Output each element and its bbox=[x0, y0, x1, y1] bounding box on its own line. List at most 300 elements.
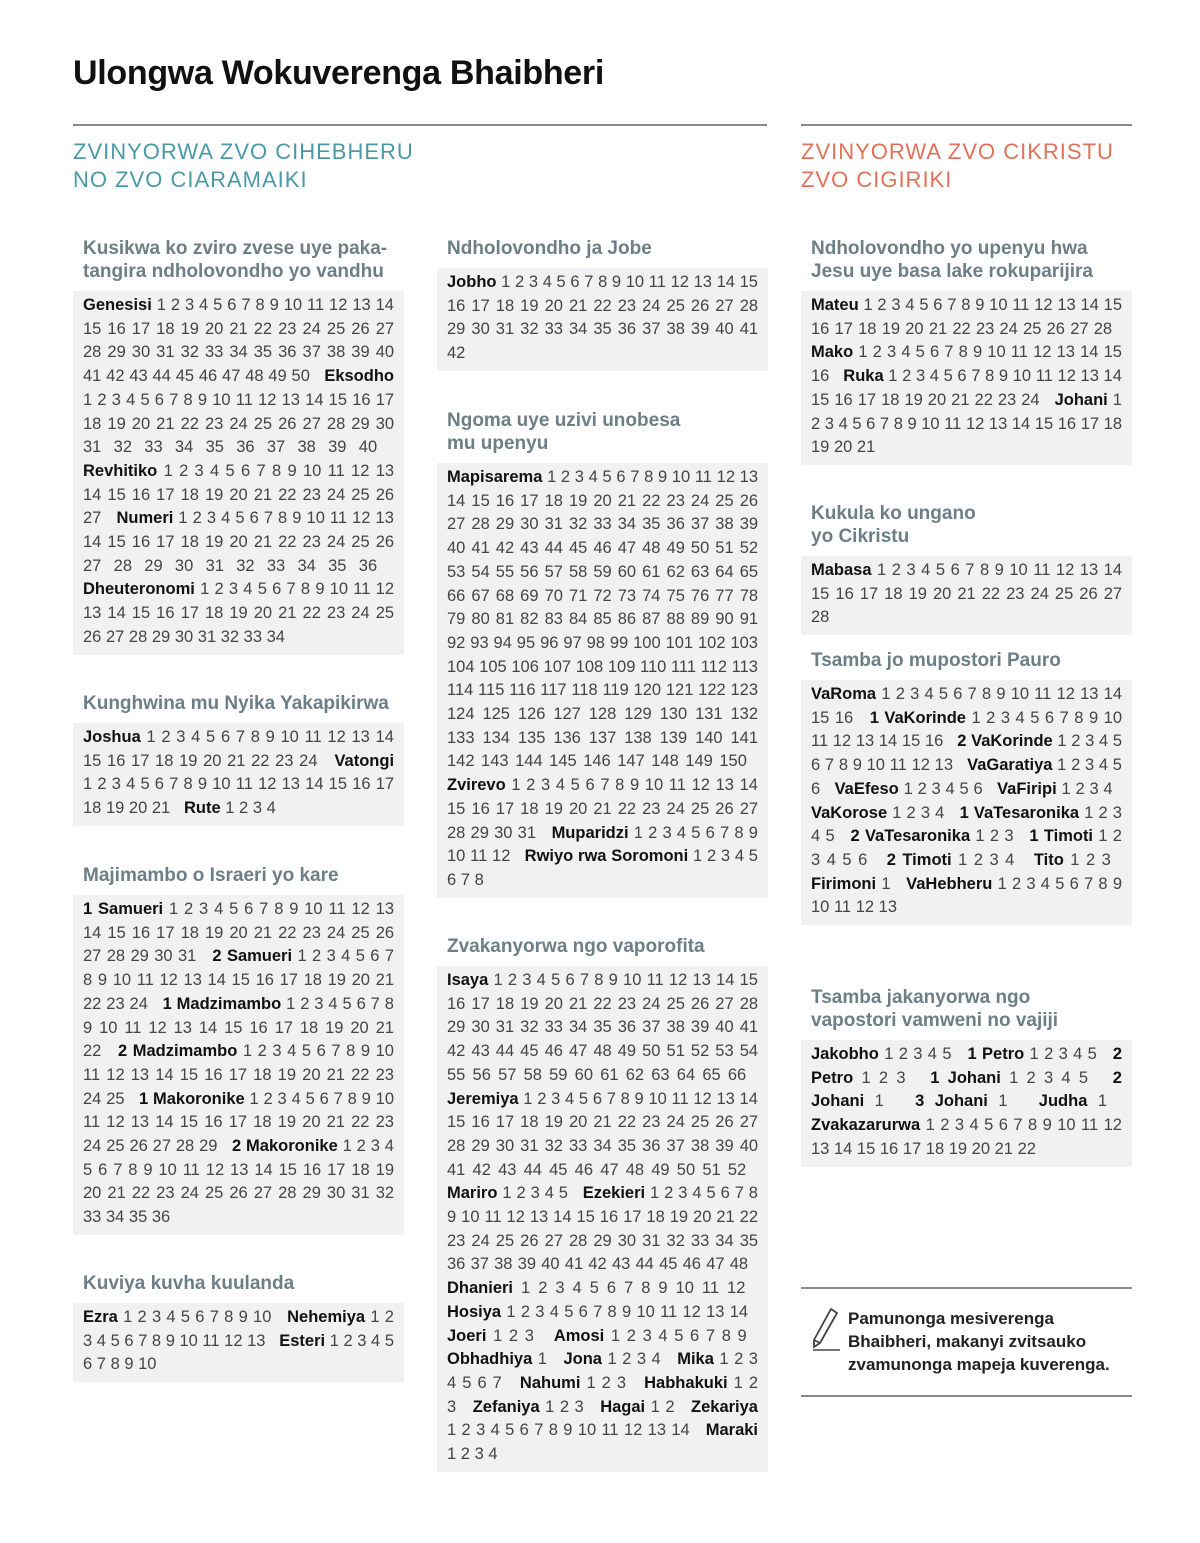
chapter-number[interactable]: 1 bbox=[881, 685, 891, 703]
chapter-number[interactable]: 18 bbox=[299, 1018, 319, 1037]
chapter-number[interactable]: 6 bbox=[929, 343, 940, 362]
chapter-number[interactable]: 11 bbox=[83, 1113, 101, 1132]
chapter-number[interactable]: 22 bbox=[981, 584, 1001, 603]
chapter-number[interactable]: 6 bbox=[565, 971, 575, 989]
chapter-number[interactable]: 33 bbox=[266, 556, 286, 575]
chapter-number[interactable]: 25 bbox=[106, 1089, 125, 1108]
chapter-number[interactable]: 2 bbox=[384, 1308, 394, 1326]
chapter-number[interactable]: 36 bbox=[151, 1208, 171, 1227]
chapter-number[interactable]: 46 bbox=[593, 539, 612, 558]
chapter-number[interactable]: 46 bbox=[574, 1160, 594, 1179]
chapter-number[interactable]: 4 bbox=[929, 367, 939, 386]
chapter-number[interactable]: 24 bbox=[299, 751, 318, 770]
chapter-number[interactable]: 98 bbox=[586, 633, 605, 652]
chapter-number[interactable]: 8 bbox=[1027, 1116, 1038, 1135]
chapter-number[interactable]: 5 bbox=[691, 823, 701, 842]
chapter-number[interactable]: 140 bbox=[695, 728, 723, 747]
chapter-number[interactable]: 1 bbox=[511, 776, 521, 795]
chapter-number[interactable]: 1 bbox=[547, 468, 557, 486]
chapter-number[interactable]: 3 bbox=[111, 390, 121, 409]
chapter-number[interactable]: 1 bbox=[998, 1092, 1008, 1111]
chapter-number[interactable]: 2 bbox=[257, 1042, 267, 1061]
chapter-number[interactable]: 10 bbox=[375, 1042, 394, 1061]
chapter-number[interactable]: 4 bbox=[924, 685, 934, 703]
chapter-number[interactable]: 48 bbox=[593, 1042, 612, 1061]
chapter-number[interactable]: 2 bbox=[461, 1421, 471, 1440]
chapter-number[interactable]: 12 bbox=[351, 900, 370, 918]
chapter-number[interactable]: 20 bbox=[128, 799, 148, 818]
chapter-number[interactable]: 19 bbox=[881, 319, 901, 338]
chapter-number[interactable]: 37 bbox=[470, 1255, 489, 1274]
chapter-number[interactable]: 19 bbox=[669, 1208, 689, 1227]
chapter-number[interactable]: 2 bbox=[878, 1068, 889, 1087]
chapter-number[interactable]: 24 bbox=[129, 994, 148, 1013]
chapter-number[interactable]: 19 bbox=[107, 414, 126, 433]
chapter-number[interactable]: 51 bbox=[666, 1042, 685, 1061]
chapter-number[interactable]: 12 bbox=[1034, 296, 1053, 314]
chapter-number[interactable]: 1 bbox=[1057, 756, 1067, 775]
chapter-number[interactable]: 138 bbox=[624, 728, 652, 747]
chapter-number[interactable]: 11 bbox=[235, 390, 253, 409]
chapter-number[interactable]: 7 bbox=[944, 343, 954, 362]
chapter-number[interactable]: 14 bbox=[739, 1089, 758, 1108]
chapter-number[interactable]: 148 bbox=[651, 752, 679, 771]
chapter-number[interactable]: 7 bbox=[534, 1421, 544, 1440]
chapter-number[interactable]: 9 bbox=[657, 468, 668, 486]
chapter-number[interactable]: 12 bbox=[1103, 1116, 1122, 1135]
chapter-number[interactable]: 9 bbox=[197, 775, 208, 794]
chapter-number[interactable]: 24 bbox=[326, 923, 346, 942]
chapter-number[interactable]: 14 bbox=[1011, 414, 1031, 433]
chapter-number[interactable]: 3 bbox=[913, 1045, 923, 1063]
chapter-number[interactable]: 9 bbox=[360, 1042, 371, 1061]
chapter-number[interactable]: 43 bbox=[498, 1160, 517, 1179]
chapter-number[interactable]: 2 bbox=[902, 367, 912, 386]
chapter-number[interactable]: 26 bbox=[375, 485, 395, 504]
chapter-number[interactable]: 36 bbox=[358, 556, 378, 575]
chapter-number[interactable]: 4 bbox=[651, 1350, 661, 1369]
chapter-number[interactable]: 17 bbox=[180, 604, 199, 623]
chapter-number[interactable]: 27 bbox=[447, 515, 466, 534]
chapter-number[interactable]: 10 bbox=[99, 1018, 118, 1037]
chapter-number[interactable]: 29 bbox=[302, 1184, 321, 1203]
chapter-number[interactable]: 28 bbox=[568, 1231, 588, 1250]
chapter-number[interactable]: 1 bbox=[156, 296, 166, 314]
chapter-number[interactable]: 14 bbox=[729, 1302, 749, 1321]
chapter-number[interactable]: 5 bbox=[206, 728, 216, 746]
chapter-number[interactable]: 80 bbox=[471, 610, 490, 629]
chapter-number[interactable]: 12 bbox=[727, 1279, 746, 1298]
chapter-number[interactable]: 5 bbox=[706, 1184, 716, 1203]
chapter-number[interactable]: 7 bbox=[241, 296, 251, 314]
chapter-number[interactable]: 2 bbox=[192, 509, 202, 528]
chapter-number[interactable]: 11 bbox=[889, 756, 907, 775]
chapter-number[interactable]: 22 bbox=[617, 799, 637, 818]
chapter-number[interactable]: 2 bbox=[1071, 756, 1081, 775]
chapter-number[interactable]: 1 bbox=[719, 1350, 729, 1369]
chapter-number[interactable]: 64 bbox=[715, 562, 734, 581]
chapter-number[interactable]: 19 bbox=[179, 751, 198, 770]
chapter-number[interactable]: 10 bbox=[987, 343, 1006, 362]
chapter-number[interactable]: 72 bbox=[593, 586, 612, 605]
chapter-number[interactable]: 23 bbox=[156, 1184, 175, 1203]
chapter-number[interactable]: 13 bbox=[281, 775, 300, 794]
chapter-number[interactable]: 2 bbox=[170, 296, 181, 314]
chapter-number[interactable]: 2 bbox=[137, 1308, 147, 1326]
chapter-number[interactable]: 3 bbox=[83, 1331, 93, 1350]
chapter-number[interactable]: 9 bbox=[658, 1279, 668, 1298]
chapter-number[interactable]: 26 bbox=[715, 1113, 734, 1132]
chapter-number[interactable]: 5 bbox=[342, 994, 352, 1013]
chapter-number[interactable]: 15 bbox=[224, 1018, 243, 1037]
chapter-number[interactable]: 116 bbox=[509, 681, 536, 700]
chapter-number[interactable]: 8 bbox=[183, 390, 193, 409]
chapter-number[interactable]: 16 bbox=[471, 1113, 490, 1132]
chapter-number[interactable]: 11 bbox=[304, 728, 322, 746]
chapter-number[interactable]: 8 bbox=[83, 971, 93, 990]
chapter-number[interactable]: 20 bbox=[927, 390, 947, 409]
chapter-number[interactable]: 2 bbox=[648, 823, 658, 842]
chapter-number[interactable]: 39 bbox=[328, 438, 347, 457]
chapter-number[interactable]: 22 bbox=[593, 994, 612, 1013]
chapter-number[interactable]: 15 bbox=[901, 732, 921, 751]
chapter-number[interactable]: 14 bbox=[1103, 367, 1122, 386]
chapter-number[interactable]: 24 bbox=[642, 994, 661, 1013]
chapter-number[interactable]: 18 bbox=[544, 491, 563, 510]
chapter-number[interactable]: 18 bbox=[1103, 414, 1123, 433]
chapter-number[interactable]: 7 bbox=[624, 1279, 634, 1298]
chapter-number[interactable]: 6 bbox=[477, 1373, 487, 1392]
chapter-number[interactable]: 24 bbox=[180, 1184, 199, 1203]
chapter-number[interactable]: 2 bbox=[520, 1302, 531, 1321]
chapter-number[interactable]: 3 bbox=[896, 1068, 906, 1087]
chapter-number[interactable]: 34 bbox=[593, 1136, 612, 1155]
chapter-number[interactable]: 2 bbox=[748, 1373, 759, 1392]
chapter-number[interactable]: 5 bbox=[301, 1042, 312, 1061]
chapter-number[interactable]: 2 bbox=[811, 414, 821, 433]
chapter-number[interactable]: 23 bbox=[302, 923, 321, 942]
chapter-number[interactable]: 149 bbox=[685, 752, 713, 771]
chapter-number[interactable]: 5 bbox=[1112, 732, 1123, 751]
chapter-number[interactable]: 13 bbox=[173, 1018, 192, 1037]
chapter-number[interactable]: 4 bbox=[126, 775, 136, 794]
chapter-number[interactable]: 4 bbox=[221, 509, 231, 528]
chapter-number[interactable]: 14 bbox=[553, 1208, 572, 1227]
chapter-number[interactable]: 17 bbox=[495, 799, 515, 818]
chapter-number[interactable]: 49 bbox=[651, 1160, 670, 1179]
chapter-number[interactable]: 30 bbox=[495, 1136, 515, 1155]
chapter-number[interactable]: 20 bbox=[203, 751, 222, 770]
chapter-number[interactable]: 136 bbox=[553, 728, 581, 747]
chapter-number[interactable]: 139 bbox=[659, 728, 688, 747]
chapter-number[interactable]: 27 bbox=[83, 556, 102, 575]
chapter-number[interactable]: 19 bbox=[180, 319, 199, 338]
chapter-number[interactable]: 7 bbox=[235, 728, 246, 746]
chapter-number[interactable]: 38 bbox=[666, 320, 685, 339]
chapter-number[interactable]: 6 bbox=[447, 870, 457, 889]
chapter-number[interactable]: 10 bbox=[623, 971, 642, 989]
chapter-number[interactable]: 5 bbox=[852, 414, 862, 433]
chapter-number[interactable]: 85 bbox=[593, 610, 612, 629]
chapter-number[interactable]: 13 bbox=[1056, 343, 1075, 362]
chapter-number[interactable]: 6 bbox=[272, 580, 282, 599]
chapter-number[interactable]: 3 bbox=[1026, 874, 1036, 893]
chapter-number[interactable]: 16 bbox=[835, 584, 854, 603]
chapter-number[interactable]: 19 bbox=[544, 799, 563, 818]
chapter-number[interactable]: 137 bbox=[588, 728, 617, 747]
chapter-number[interactable]: 44 bbox=[635, 1255, 654, 1274]
chapter-number[interactable]: 25 bbox=[106, 1137, 125, 1156]
chapter-number[interactable]: 37 bbox=[642, 320, 661, 339]
chapter-number[interactable]: 18 bbox=[156, 319, 175, 338]
chapter-number[interactable]: 62 bbox=[625, 1065, 645, 1084]
chapter-number[interactable]: 14 bbox=[83, 485, 102, 504]
chapter-number[interactable]: 37 bbox=[302, 343, 321, 362]
chapter-number[interactable]: 22 bbox=[351, 1065, 370, 1084]
chapter-number[interactable]: 12 bbox=[682, 1302, 701, 1321]
chapter-number[interactable]: 5 bbox=[305, 1089, 315, 1108]
chapter-number[interactable]: 11 bbox=[701, 1279, 720, 1298]
chapter-number[interactable]: 23 bbox=[278, 319, 297, 338]
chapter-number[interactable]: 35 bbox=[739, 1231, 759, 1250]
chapter-number[interactable]: 20 bbox=[568, 799, 588, 818]
chapter-number[interactable]: 6 bbox=[195, 1308, 205, 1326]
chapter-number[interactable]: 15 bbox=[1103, 296, 1123, 314]
chapter-number[interactable]: 3 bbox=[1085, 732, 1095, 751]
chapter-number[interactable]: 1 bbox=[607, 1350, 617, 1369]
chapter-number[interactable]: 22 bbox=[617, 1113, 637, 1132]
chapter-number[interactable]: 7 bbox=[209, 1308, 219, 1326]
chapter-number[interactable]: 5 bbox=[180, 1308, 191, 1326]
chapter-number[interactable]: 24 bbox=[666, 799, 685, 818]
chapter-number[interactable]: 26 bbox=[739, 491, 759, 510]
chapter-number[interactable]: 8 bbox=[620, 1089, 630, 1108]
chapter-number[interactable]: 58 bbox=[523, 1065, 542, 1084]
chapter-number[interactable]: 4 bbox=[1098, 732, 1109, 751]
chapter-number[interactable]: 118 bbox=[571, 681, 598, 700]
chapter-number[interactable]: 17 bbox=[131, 319, 151, 338]
chapter-number[interactable]: 3 bbox=[252, 799, 262, 818]
chapter-number[interactable]: 12 bbox=[148, 1018, 167, 1037]
chapter-number[interactable]: 41 bbox=[564, 1255, 584, 1274]
chapter-number[interactable]: 1 bbox=[925, 1116, 935, 1135]
chapter-number[interactable]: 17 bbox=[131, 751, 150, 770]
chapter-number[interactable]: 20 bbox=[544, 296, 563, 315]
chapter-number[interactable]: 32 bbox=[568, 515, 588, 534]
chapter-number[interactable]: 1 bbox=[178, 509, 188, 528]
chapter-number[interactable]: 5 bbox=[589, 1279, 599, 1298]
chapter-number[interactable]: 9 bbox=[629, 776, 640, 795]
chapter-number[interactable]: 8 bbox=[607, 1302, 617, 1321]
chapter-number[interactable]: 23 bbox=[302, 485, 321, 504]
chapter-number[interactable]: 13 bbox=[375, 461, 395, 480]
chapter-number[interactable]: 7 bbox=[169, 390, 179, 409]
chapter-number[interactable]: 38 bbox=[690, 1136, 710, 1155]
chapter-number[interactable]: 1 bbox=[123, 1308, 133, 1326]
chapter-number[interactable]: 29 bbox=[130, 947, 149, 966]
chapter-number[interactable]: 17 bbox=[327, 1160, 346, 1179]
chapter-number[interactable]: 16 bbox=[599, 1208, 619, 1227]
chapter-number[interactable]: 3 bbox=[989, 850, 999, 869]
chapter-number[interactable]: 2 bbox=[891, 561, 901, 579]
chapter-number[interactable]: 7 bbox=[967, 685, 977, 703]
chapter-number[interactable]: 3 bbox=[530, 1184, 540, 1203]
chapter-number[interactable]: 95 bbox=[516, 633, 536, 652]
chapter-number[interactable]: 9 bbox=[143, 1160, 153, 1179]
chapter-number[interactable]: 6 bbox=[1044, 708, 1055, 727]
chapter-number[interactable]: 21 bbox=[375, 971, 394, 990]
chapter-number[interactable]: 121 bbox=[665, 681, 694, 700]
chapter-number[interactable]: 10 bbox=[329, 580, 349, 599]
chapter-number[interactable]: 6 bbox=[720, 1184, 730, 1203]
chapter-number[interactable]: 28 bbox=[326, 414, 346, 433]
chapter-number[interactable]: 74 bbox=[642, 586, 661, 605]
chapter-number[interactable]: 57 bbox=[498, 1065, 517, 1084]
chapter-number[interactable]: 14 bbox=[155, 1113, 174, 1132]
chapter-number[interactable]: 29 bbox=[199, 1137, 218, 1156]
chapter-number[interactable]: 4 bbox=[126, 390, 136, 409]
chapter-number[interactable]: 15 bbox=[179, 1065, 199, 1084]
chapter-number[interactable]: 46 bbox=[544, 1042, 563, 1061]
chapter-number[interactable]: 7 bbox=[138, 1331, 148, 1350]
chapter-number[interactable]: 13 bbox=[230, 1160, 249, 1179]
chapter-number[interactable]: 17 bbox=[228, 1065, 248, 1084]
chapter-number[interactable]: 69 bbox=[520, 586, 539, 605]
chapter-number[interactable]: 10 bbox=[461, 1208, 480, 1227]
chapter-number[interactable]: 46 bbox=[198, 367, 218, 386]
chapter-number[interactable]: 28 bbox=[175, 1137, 195, 1156]
chapter-number[interactable]: 1 bbox=[502, 1184, 512, 1203]
chapter-number[interactable]: 1 bbox=[1061, 779, 1071, 798]
chapter-number[interactable]: 11 bbox=[306, 296, 325, 314]
chapter-number[interactable]: 24 bbox=[326, 485, 346, 504]
chapter-number[interactable]: 1 bbox=[997, 874, 1007, 893]
chapter-number[interactable]: 113 bbox=[731, 657, 758, 676]
chapter-number[interactable]: 14 bbox=[305, 390, 324, 409]
chapter-number[interactable]: 18 bbox=[253, 1065, 272, 1084]
chapter-number[interactable]: 34 bbox=[174, 438, 194, 457]
chapter-number[interactable]: 1 bbox=[200, 580, 210, 599]
chapter-number[interactable]: 45 bbox=[568, 539, 588, 558]
chapter-number[interactable]: 2 bbox=[1085, 850, 1096, 869]
chapter-number[interactable]: 1 bbox=[1057, 732, 1067, 751]
chapter-number[interactable]: 2 bbox=[516, 1184, 526, 1203]
chapter-number[interactable]: 5 bbox=[551, 971, 561, 989]
chapter-number[interactable]: 61 bbox=[600, 1065, 619, 1084]
chapter-number[interactable]: 106 bbox=[511, 657, 539, 676]
chapter-number[interactable]: 28 bbox=[447, 1136, 466, 1155]
chapter-number[interactable]: 6 bbox=[592, 1089, 602, 1108]
chapter-number[interactable]: 22 bbox=[593, 296, 612, 315]
chapter-number[interactable]: 48 bbox=[729, 1255, 749, 1274]
chapter-number[interactable]: 41 bbox=[83, 367, 102, 386]
chapter-number[interactable]: 4 bbox=[935, 803, 945, 822]
chapter-number[interactable]: 3 bbox=[228, 580, 239, 599]
chapter-number[interactable]: 5 bbox=[959, 779, 969, 798]
chapter-number[interactable]: 16 bbox=[352, 390, 371, 409]
chapter-number[interactable]: 12 bbox=[1033, 343, 1052, 362]
chapter-number[interactable]: 15 bbox=[328, 390, 348, 409]
chapter-number[interactable]: 12 bbox=[911, 756, 930, 775]
chapter-number[interactable]: 2 bbox=[263, 1089, 273, 1108]
chapter-number[interactable]: 1 bbox=[888, 367, 898, 386]
chapter-number[interactable]: 11 bbox=[833, 898, 852, 917]
chapter-number[interactable]: 42 bbox=[495, 539, 515, 558]
chapter-number[interactable]: 29 bbox=[151, 627, 171, 646]
chapter-number[interactable]: 16 bbox=[204, 1113, 223, 1132]
chapter-number[interactable]: 12 bbox=[106, 1113, 125, 1132]
chapter-number[interactable]: 8 bbox=[838, 756, 848, 775]
chapter-number[interactable]: 3 bbox=[574, 468, 584, 486]
chapter-number[interactable]: 1 bbox=[692, 847, 703, 866]
chapter-number[interactable]: 13 bbox=[1080, 685, 1099, 703]
chapter-number[interactable]: 20 bbox=[932, 584, 952, 603]
chapter-number[interactable]: 1 bbox=[881, 874, 891, 893]
chapter-number[interactable]: 12 bbox=[159, 971, 178, 990]
chapter-number[interactable]: 3 bbox=[1004, 827, 1014, 846]
chapter-number[interactable]: 11 bbox=[646, 971, 664, 989]
chapter-number[interactable]: 4 bbox=[826, 850, 836, 869]
chapter-number[interactable]: 50 bbox=[642, 1042, 661, 1061]
chapter-number[interactable]: 2 bbox=[343, 1331, 353, 1350]
chapter-number[interactable]: 24 bbox=[229, 414, 248, 433]
chapter-number[interactable]: 19 bbox=[568, 491, 588, 510]
chapter-number[interactable]: 28 bbox=[471, 515, 490, 534]
chapter-number[interactable]: 41 bbox=[739, 320, 759, 339]
chapter-number[interactable]: 8 bbox=[734, 823, 744, 842]
chapter-number[interactable]: 32 bbox=[520, 320, 539, 339]
chapter-number[interactable]: 4 bbox=[658, 1326, 668, 1345]
chapter-number[interactable]: 3 bbox=[357, 1331, 367, 1350]
chapter-number[interactable]: 29 bbox=[144, 556, 163, 575]
chapter-number[interactable]: 15 bbox=[179, 1113, 199, 1132]
chapter-number[interactable]: 2 bbox=[239, 799, 249, 818]
chapter-number[interactable]: 8 bbox=[278, 509, 288, 528]
chapter-number[interactable]: 43 bbox=[129, 367, 148, 386]
chapter-number[interactable]: 19 bbox=[204, 923, 224, 942]
chapter-number[interactable]: 23 bbox=[275, 751, 294, 770]
chapter-number[interactable]: 16 bbox=[447, 994, 466, 1013]
chapter-number[interactable]: 23 bbox=[642, 799, 661, 818]
chapter-number[interactable]: 8 bbox=[615, 776, 625, 795]
chapter-number[interactable]: 10 bbox=[644, 776, 664, 795]
chapter-number[interactable]: 13 bbox=[130, 1065, 150, 1084]
chapter-number[interactable]: 12 bbox=[1056, 685, 1075, 703]
chapter-number[interactable]: 9 bbox=[634, 1089, 644, 1108]
chapter-number[interactable]: 17 bbox=[857, 390, 877, 409]
chapter-number[interactable]: 1 bbox=[545, 1397, 555, 1416]
chapter-number[interactable]: 21 bbox=[568, 994, 588, 1013]
chapter-number[interactable]: 7 bbox=[286, 580, 296, 599]
chapter-number[interactable]: 3 bbox=[906, 561, 916, 579]
chapter-number[interactable]: 13 bbox=[692, 971, 711, 989]
chapter-number[interactable]: 16 bbox=[131, 533, 151, 552]
chapter-number[interactable]: 15 bbox=[83, 319, 102, 338]
chapter-number[interactable]: 24 bbox=[999, 319, 1018, 338]
chapter-number[interactable]: 4 bbox=[544, 1184, 554, 1203]
chapter-number[interactable]: 10 bbox=[112, 971, 132, 990]
chapter-number[interactable]: 20 bbox=[593, 491, 612, 510]
chapter-number[interactable]: 4 bbox=[166, 1308, 176, 1326]
chapter-number[interactable]: 30 bbox=[471, 320, 490, 339]
chapter-number[interactable]: 14 bbox=[83, 533, 102, 552]
chapter-number[interactable]: 13 bbox=[647, 1421, 667, 1440]
chapter-number[interactable]: 18 bbox=[495, 296, 515, 315]
chapter-number[interactable]: 48 bbox=[625, 1160, 645, 1179]
chapter-number[interactable]: 15 bbox=[107, 485, 126, 504]
chapter-number[interactable]: 33 bbox=[144, 438, 163, 457]
chapter-number[interactable]: 2 bbox=[906, 803, 916, 822]
